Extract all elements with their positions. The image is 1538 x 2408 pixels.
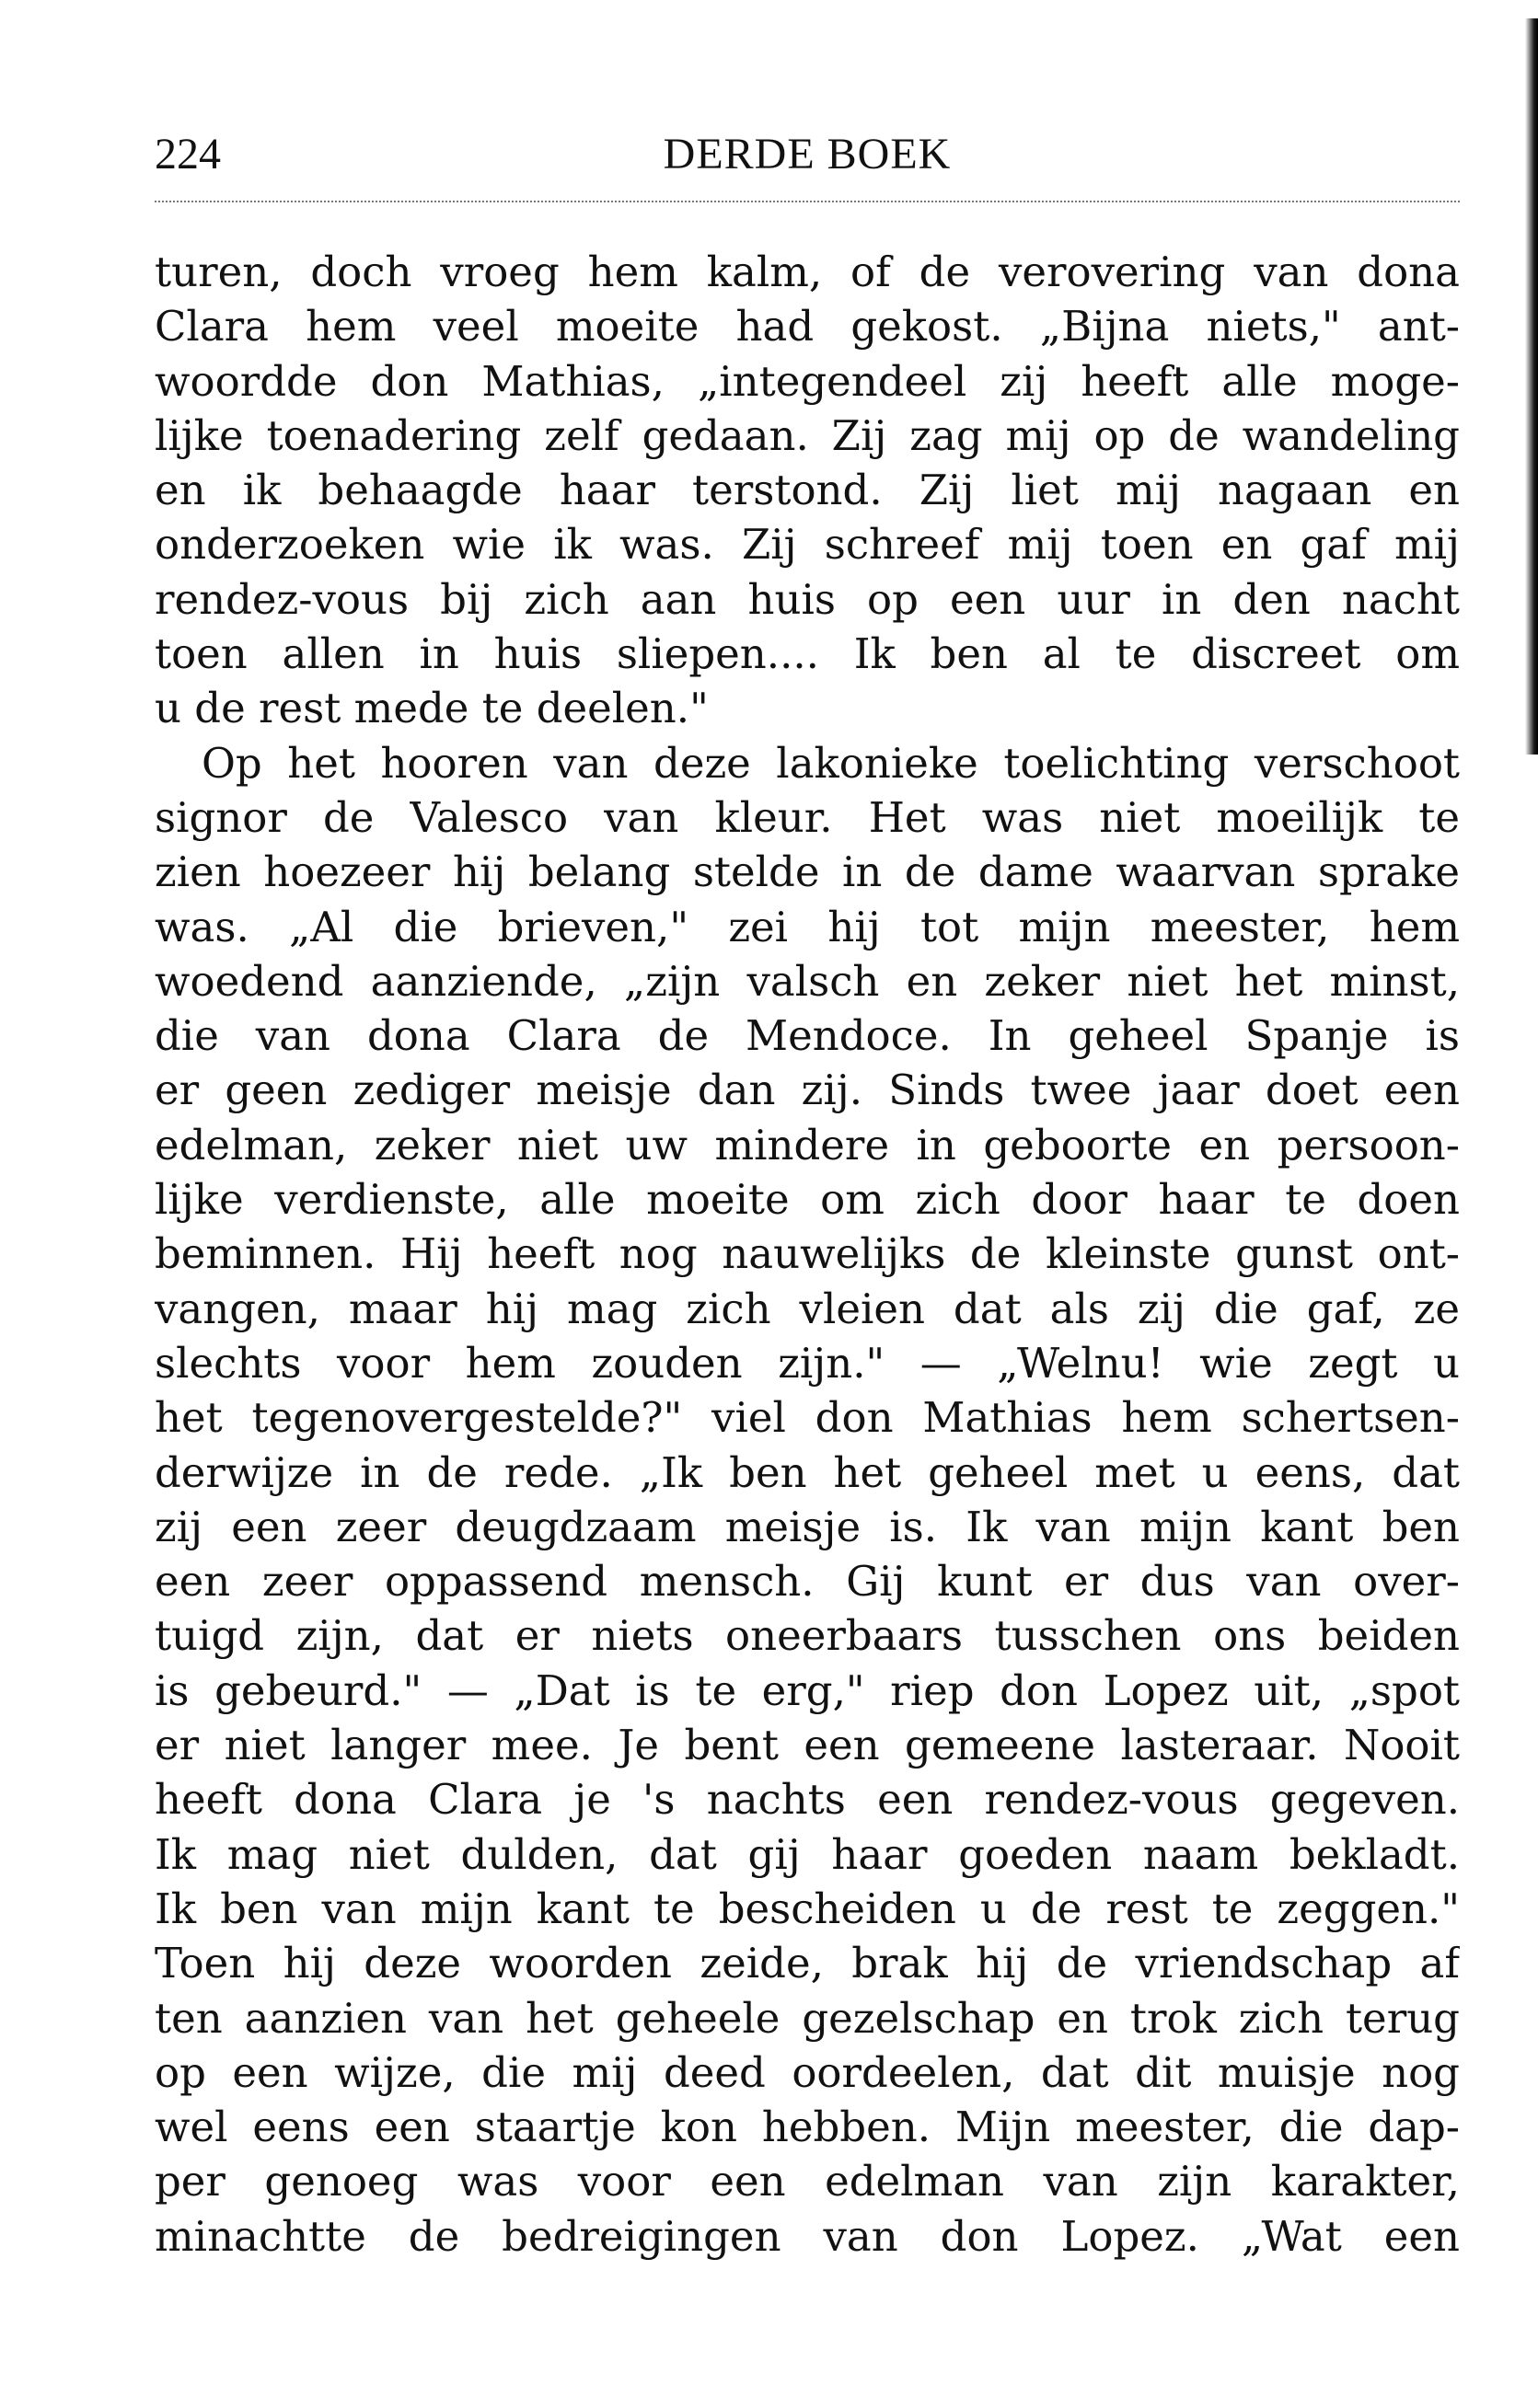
- text-line: het tegenovergestelde?" viel don Mathias hem schertsen-: [155, 1393, 1460, 1443]
- text-line: en ik behaagde haar terstond. Zij liet mij nagaan en: [155, 466, 1460, 515]
- text-line: tuigd zijn, dat er niets oneerbaars tusschen ons beiden: [155, 1611, 1460, 1661]
- text-line: woedend aanziende, „zijn valsch en zeker niet het minst,: [155, 956, 1460, 1006]
- text-line: wel eens een staartje kon hebben. Mijn meester, die dap-: [155, 2103, 1460, 2152]
- text-line: slechts voor hem zouden zijn." — „Welnu! wie zegt u: [155, 1338, 1460, 1388]
- text-line: die van dona Clara de Mendoce. In geheel Spanje is: [155, 1011, 1460, 1061]
- text-line: Op het hooren van deze lakonieke toelichting verschoot: [202, 738, 1460, 788]
- text-line: minachtte de bedreigingen van don Lopez. „Wat een: [155, 2211, 1460, 2261]
- text-line: lijke verdienste, alle moeite om zich door haar te doen: [155, 1175, 1460, 1225]
- text-line: woordde don Mathias, „integendeel zij heeft alle moge-: [155, 356, 1460, 406]
- text-line: er niet langer mee. Je bent een gemeene lasteraar. Nooit: [155, 1721, 1460, 1770]
- text-line: op een wijze, die mij deed oordeelen, dat dit muisje nog: [155, 2047, 1460, 2097]
- text-line: onderzoeken wie ik was. Zij schreef mij toen en gaf mij: [155, 520, 1460, 570]
- text-line: rendez-vous bij zich aan huis op een uur in den nacht: [155, 574, 1460, 624]
- text-line: was. „Al die brieven," zei hij tot mijn meester, hem: [155, 902, 1460, 951]
- text-line: Toen hij deze woorden zeide, brak hij de vriendschap af: [155, 1939, 1460, 1988]
- text-line: turen, doch vroeg hem kalm, of de verovering van dona: [155, 248, 1460, 296]
- text-line: ten aanzien van het geheele gezelschap en trok zich terug: [155, 1993, 1460, 2043]
- running-head: DERDE BOEK: [663, 130, 952, 179]
- text-line: zij een zeer deugdzaam meisje is. Ik van mijn kant ben: [155, 1502, 1460, 1551]
- text-line: Ik mag niet dulden, dat gij haar goeden naam bekladt.: [155, 1829, 1460, 1879]
- text-line: heeft dona Clara je 's nachts een rendez-vous gegeven.: [155, 1775, 1460, 1825]
- text-line: per genoeg was voor een edelman van zijn karakter,: [155, 2157, 1460, 2206]
- text-line: lijke toenadering zelf gedaan. Zij zag mij op de wandeling: [155, 410, 1460, 460]
- text-line: vangen, maar hij mag zich vleien dat als zij die gaf, ze: [155, 1284, 1460, 1333]
- text-line: toen allen in huis sliepen.... Ik ben al te discreet om: [155, 629, 1460, 679]
- text-line: Ik ben van mijn kant te bescheiden u de rest te zeggen.": [155, 1884, 1460, 1933]
- text-line: u de rest mede te deelen.": [155, 684, 709, 733]
- text-line: zien hoezeer hij belang stelde in de dame waarvan sprake: [155, 847, 1460, 897]
- text-line: is gebeurd." — „Dat is te erg," riep don Lopez uit, „spot: [155, 1665, 1460, 1715]
- text-line: edelman, zeker niet uw mindere in geboorte en persoon-: [155, 1120, 1460, 1169]
- text-line: Clara hem veel moeite had gekost. „Bijna niets," ant-: [155, 302, 1460, 351]
- text-line: beminnen. Hij heeft nog nauwelijks de kleinste gunst ont-: [155, 1229, 1460, 1279]
- body-text: [155, 245, 1460, 2264]
- text-line: er geen zediger meisje dan zij. Sinds twee jaar doet een: [155, 1066, 1460, 1115]
- text-line: derwijze in de rede. „Ik ben het geheel met u eens, dat: [155, 1447, 1460, 1497]
- text-line: signor de Valesco van kleur. Het was niet moeilijk te: [155, 792, 1460, 842]
- page-header: [155, 127, 1460, 182]
- header-rule: [155, 201, 1460, 202]
- page-number: 224: [155, 130, 221, 179]
- page-edge-shadow: [1525, 18, 1538, 755]
- text-line: een zeer oppassend mensch. Gij kunt er dus van over-: [155, 1557, 1460, 1607]
